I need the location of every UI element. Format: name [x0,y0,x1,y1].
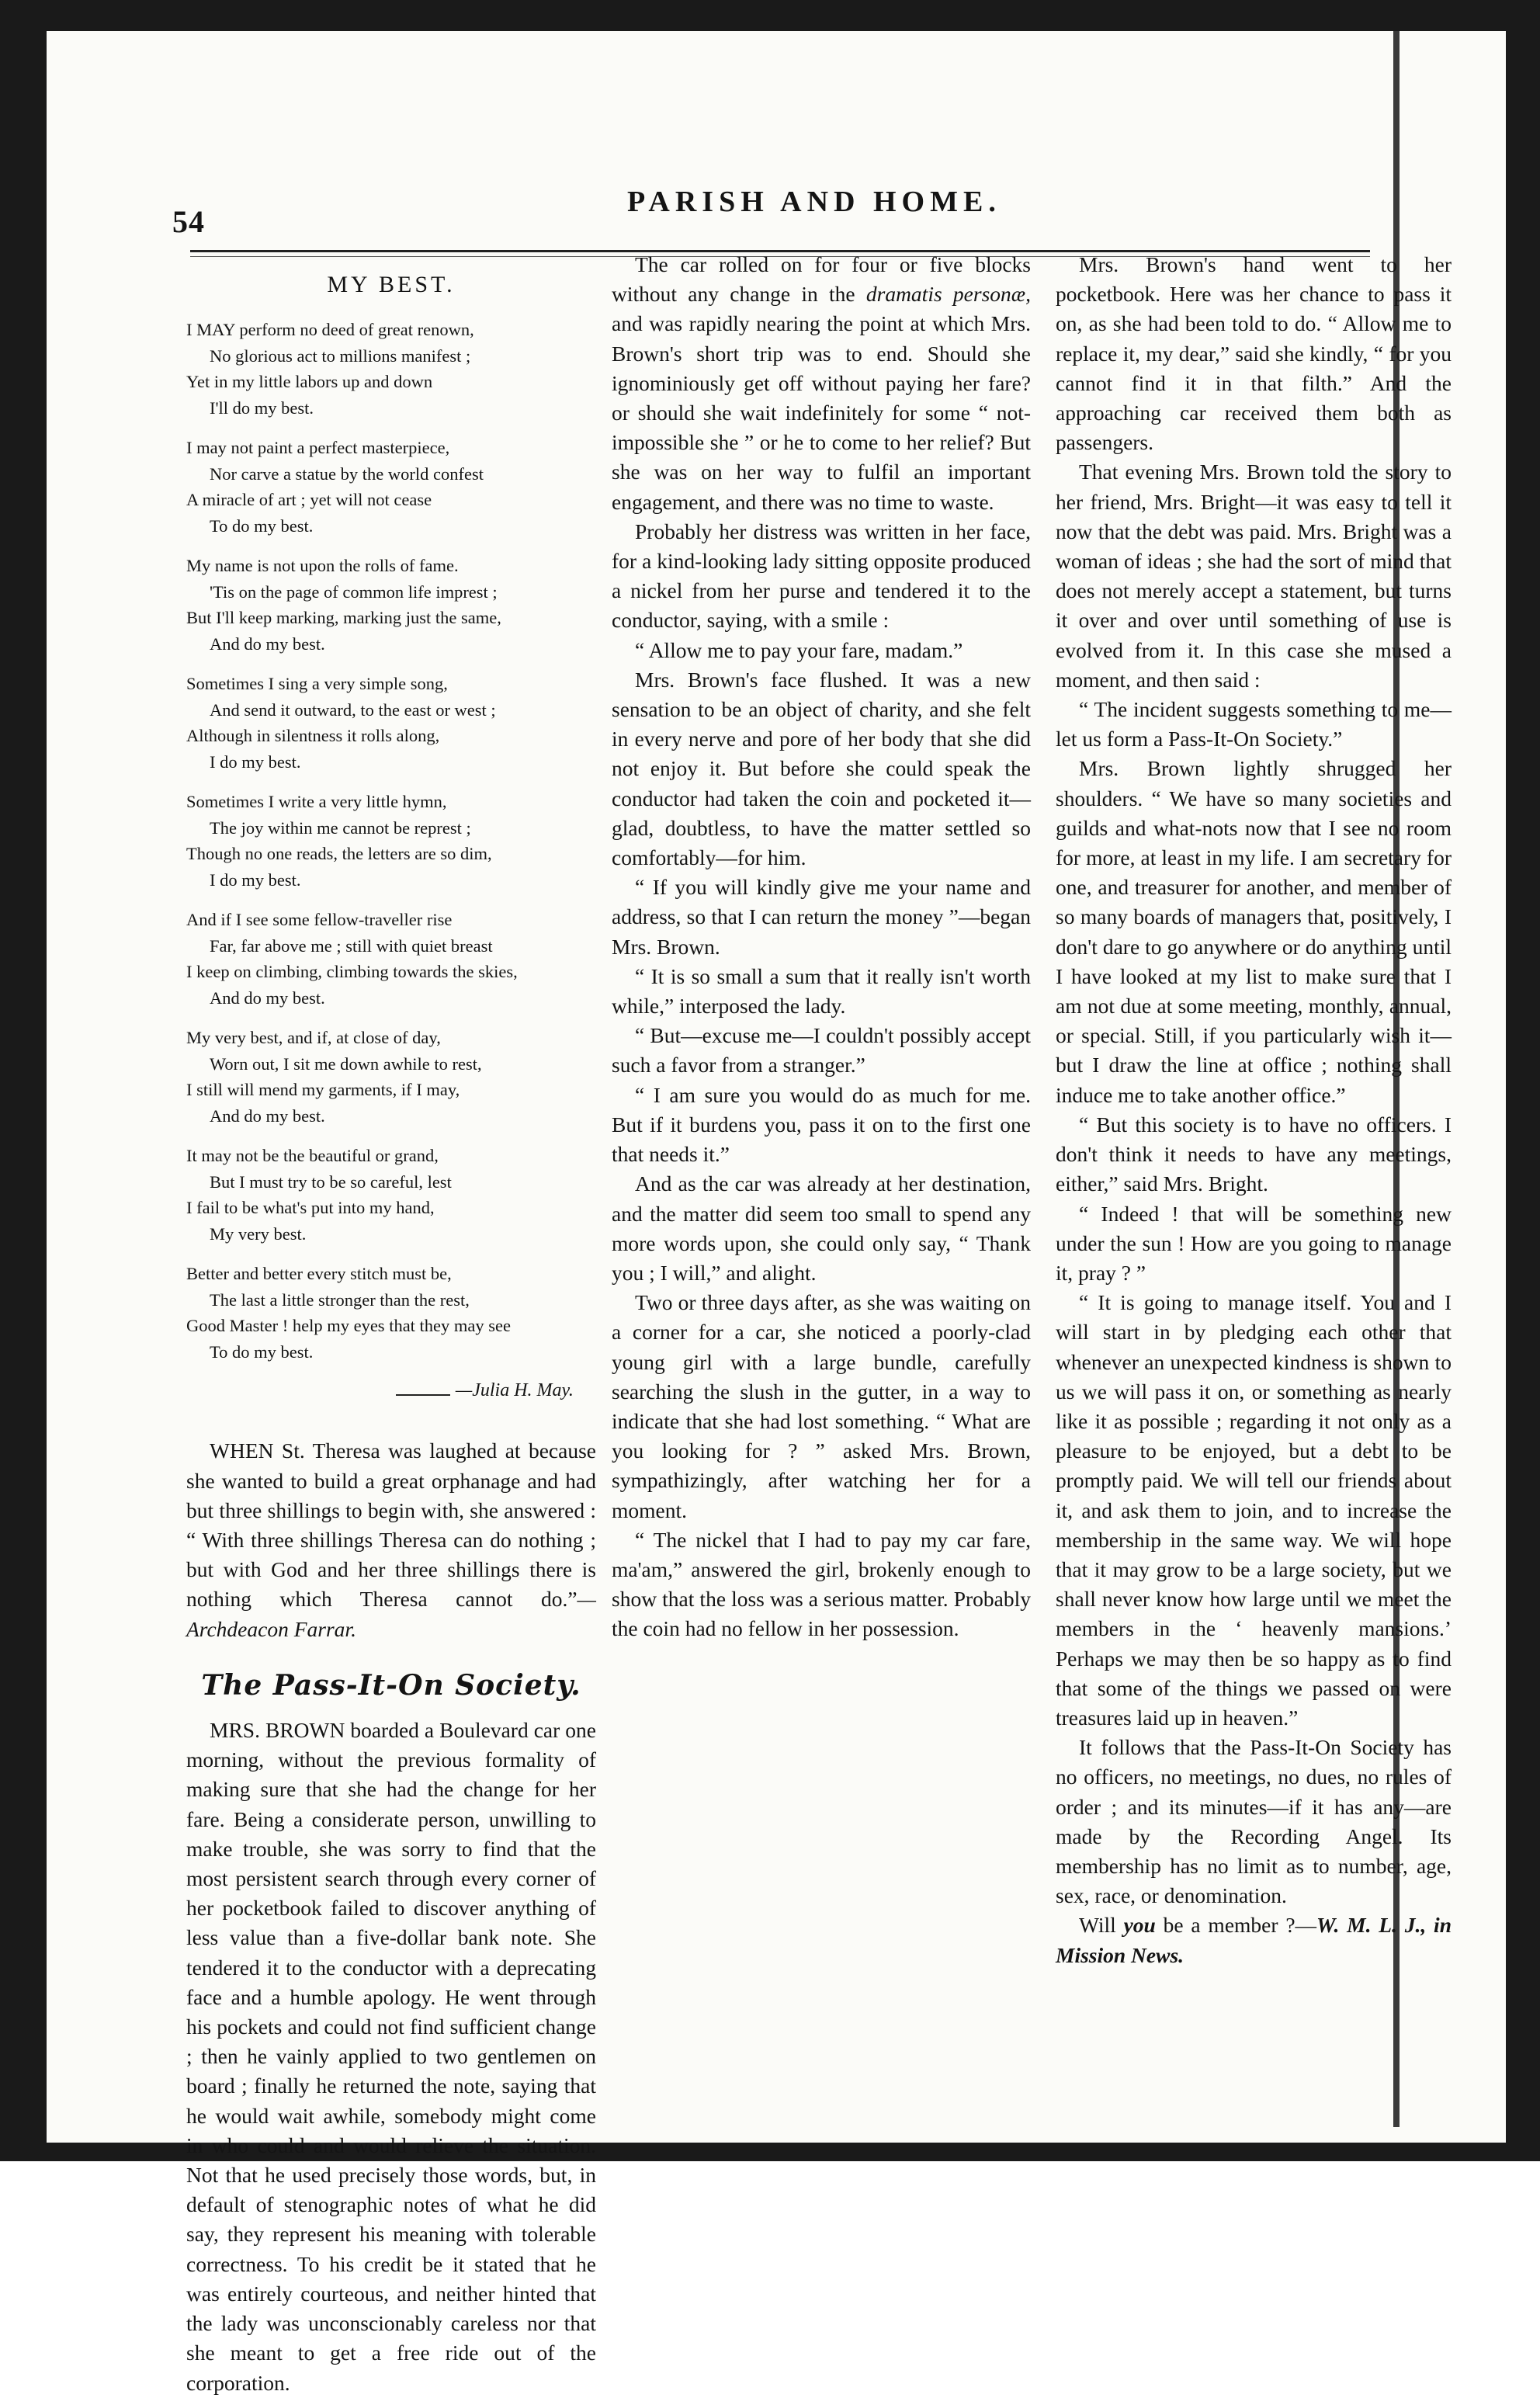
article-paragraph-13: Mrs. Brown's hand went to her pocketbook. Here was her chance to pass it on, as she had been told to do. “ Allow me to replace it, my dear,” said she kindly, “ for you cannot find it in that filth.” And the approaching car received them both as passengers. [1056,252,1452,455]
article-lead: MRS. BROWN [210,1718,345,1743]
poem-line: But I'll keep marking, marking just the same, [186,608,501,628]
column-1 [186,264,596,2398]
article-paragraph-9: “ I am sure you would do as much for me. But if it burdens you, pass it on to the first one that needs it.” [612,1082,1031,1167]
article-paragraph-14: That evening Mrs. Brown told the story to her friend, Mrs. Bright—it was easy to tell it now that the debt was paid. Mrs. Bright was a woman of ideas ; she had the sort of mind that does not merely accept a statement, but turns it over and over until something of use is evolved from it. In this case she mused a moment, and then said : [1056,460,1452,692]
article-paragraph-20: It follows that the Pass-It-On Society has no officers, no meetings, no dues, no rules of order ; and its minutes—if it has any—are made by the Recording Angel. Its membership has no limit as to number, age, sex, race, or denomination. [1056,1735,1452,1908]
p21a: Will [1079,1913,1124,1938]
article-paragraph-4: “ Allow me to pay your fare, madam.” [635,637,963,662]
poem-stanza [186,907,596,1011]
article-paragraph-17: “ But this society is to have no officers. I don't think it needs to have any meetings, either,” said Mrs. Bright. [1056,1112,1452,1196]
article-paragraph-19: “ It is going to manage itself. You and I will start in by pledging each other that whenever an unexpected kindness is shown to us we will pass it on, or something as nearly like it as possible ; regarding it not only as a pleasure to be enjoyed, but a debt to be promptly paid. We will tell our friends about it, and ask them to join, and to increase the membership in the same way. We will hope that it may grow to be a large society, but we shall never know how large until we meet the members in the ‘ heavenly mansions.’ Perhaps we may then be so happy as to find that some of the things we passed on were treasures laid up in heaven.” [1056,1290,1452,1730]
poem-author: —Julia H. May. [455,1380,574,1401]
theresa-text: St. Theresa was laughed at because she wanted to build a great orphanage and had but three shillings to begin with, she answered : “ With three shillings Theresa can do nothing ; but with God and her three shillings there is nothing which Theresa cannot do.” [186,1438,596,1612]
article-signature: W. M. L. J., in Mission News. [1056,1913,1452,1967]
poem-stanza [186,1143,596,1247]
poem-line: Worn out, I sit me down awhile to rest, [210,1053,482,1074]
poem-stanza [186,1025,596,1129]
poem-stanza [186,789,596,893]
p2-italic: dramatis personæ, [865,282,1032,307]
article-paragraph-12: “ The nickel that I had to pay my car fare, ma'am,” answered the girl, brokenly enough to show that the loss was a serious matter. Probably the coin had no fellow in her possession. [612,1527,1031,1641]
poem-stanza [186,671,596,775]
poem-line: Far, far above me ; still with quiet breast [210,935,493,956]
article-paragraph-16: Mrs. Brown lightly shrugged her shoulders. “ We have so many societies and guilds and what-nots now that I see no room for more, at least in my life. I am secretary for one, and treasurer for another, and member of so many boards of managers that, positively, I don't dare to go anywhere or do anything until I have looked at my list to make sure that I am not due at some meeting, monthly, annual, or special. Still, if you particularly wish it—but I draw the line at office ; nothing shall induce me to take another office.” [1056,756,1452,1107]
poem-line: The last a little stronger than the rest, [210,1289,470,1310]
theresa-lead: WHEN [210,1438,274,1463]
poem-stanza [186,435,596,539]
theresa-paragraph [186,1436,596,1643]
poem-line: Yet in my little labors up and down [186,372,433,392]
p21-you: you [1123,1913,1156,1938]
poem-line: Nor carve a statue by the world confest [210,463,484,484]
poem-line: My name is not upon the rolls of fame. [186,556,459,576]
article-paragraph-3: Probably her distress was written in her face, for a kind-looking lady sitting opposite produced a nickel from her purse and tendered it to the conductor, saying, with a smile : [612,519,1031,633]
poem-line: I do my best. [210,751,301,772]
column-2 [612,250,1031,1644]
poem-line: I fail to be what's put into my hand, [186,1198,435,1218]
spacer [186,1405,596,1436]
poem-stanza [186,317,596,421]
poem-line: To do my best. [210,515,314,536]
poem-body [186,317,596,1365]
page-number: 54 [172,204,205,239]
poem-line: My very best. [210,1223,307,1244]
article-paragraph-8: “ But—excuse me—I couldn't possibly accept such a favor from a stranger.” [612,1023,1031,1078]
poem-author-rule [396,1394,450,1396]
poem-line: No glorious act to millions manifest ; [210,345,471,366]
poem-stanza [186,1261,596,1365]
article-paragraph-6: “ If you will kindly give me your name and address, so that I can return the money ”—began Mrs. Brown. [612,875,1031,959]
poem-line: I'll do my best. [210,397,314,418]
article-paragraph-21 [1056,1910,1452,1969]
poem-title: MY BEST. [327,272,456,297]
poem-line: 'Tis on the page of common life imprest ; [210,581,498,602]
article-title: The Pass-It-On Society. [201,1668,581,1702]
poem-line: And do my best. [210,1105,325,1126]
poem-line: It may not be the beautiful or grand, [186,1146,439,1166]
article-paragraph-15: “ The incident suggests something to me—let us form a Pass-It-On Society.” [1056,697,1452,751]
article-p1-text: boarded a Boulevard car one morning, without the previous formality of making sure that she had the change for her fare. Being a considerate person, unwilling to make trouble, she was sorry to find that the most persistent search through every corner of her pocketbook failed to discover anything of less value than a five-dollar bank note. She tendered it to the conductor with a deprecating face and a humble apology. He went through his pockets and could not find sufficient change ; then he vainly applied to two gentlemen on board ; finally he returned the note, saying that he would wait awhile, somebody might come in who could and would relieve the situation. Not that he used precisely those words, but, in default of stenographic notes of what he did say, they represent his meaning with tolerable correctness. To his credit be it stated that he was entirely courteous, and neither hinted that the lady was unconscionably careless nor that she meant to get a free ride out of the corporation. [186,1718,596,2395]
running-title: PARISH AND HOME. [627,186,1001,218]
poem-line: I may not paint a perfect masterpiece, [186,438,450,458]
poem-stanza [186,553,596,657]
poem-line: Though no one reads, the letters are so dim, [186,844,492,864]
article-paragraph-10: And as the car was already at her destination, and the matter did seem too small to spend any more words upon, she could only say, “ Thank you ; I will,” and alight. [612,1171,1031,1285]
poem-line: Good Master ! help my eyes that they may see [186,1316,512,1336]
poem-line: I MAY perform no deed of great renown, [186,320,474,340]
poem-line: I keep on climbing, climbing towards the skies, [186,962,518,982]
article-paragraph-5: Mrs. Brown's face flushed. It was a new sensation to be an object of charity, and she felt in every nerve and pore of her body that she did not enjoy it. But before she could speak the conductor had taken the coin and pocketed it—glad, doubtless, to have the matter settled so comfortably—for him. [612,667,1031,870]
poem-line: Although in silentness it rolls along, [186,726,440,746]
theresa-attribution: —Archdeacon Farrar. [186,1587,596,1641]
poem-line: And send it outward, to the east or west ; [210,699,496,720]
article-paragraph-11: Two or three days after, as she was waiting on a corner for a car, she noticed a poorly-clad young girl with a large bundle, carefully searching the slush in the gutter, in a way to indicate that she had lost something. “ What are you looking for ? ” asked Mrs. Brown, sympathizingly, after watching her for a moment. [612,1290,1031,1522]
article-paragraph-1 [186,1716,596,2398]
poem-line: Sometimes I sing a very simple song, [186,674,448,694]
article-paragraph-7: “ It is so small a sum that it really isn't worth while,” interposed the lady. [612,963,1031,1019]
poem-line: I still will mend my garments, if I may, [186,1080,460,1100]
poem-line: And do my best. [210,633,325,654]
column-3 [1056,250,1452,1970]
poem-line: A miracle of art ; yet will not cease [186,490,432,510]
p21b: be a member ?— [1155,1913,1317,1938]
poem-line: To do my best. [210,1341,314,1362]
poem-line: I do my best. [210,869,301,890]
poem-line: Sometimes I write a very little hymn, [186,792,447,812]
poem-line: The joy within me cannot be represt ; [210,817,471,838]
article-paragraph-2 [612,250,1031,517]
poem-line: Better and better every stitch must be, [186,1264,452,1284]
poem-line: And if I see some fellow-traveller rise [186,910,453,930]
p2a: The car rolled on for four or five blocks without any change in the [612,252,1031,307]
article-paragraph-18: “ Indeed ! that will be something new under the sun ! How are you going to manage it, pray ? ” [1056,1201,1452,1285]
poem-author-line [186,1374,596,1405]
poem-line: And do my best. [210,987,325,1008]
poem-line: But I must try to be so careful, lest [210,1171,452,1192]
p2b: and was rapidly nearing the point at which Mrs. Brown's short trip was to end. Should she ignominiously get off without paying her fare? or should she wait indefinitely for some “ not-impossible she ” or he to come to her relief? But she was on her way to fulfil an important engagement, and there was no time to waste. [612,311,1031,514]
poem-line: My very best, and if, at close of day, [186,1028,441,1048]
